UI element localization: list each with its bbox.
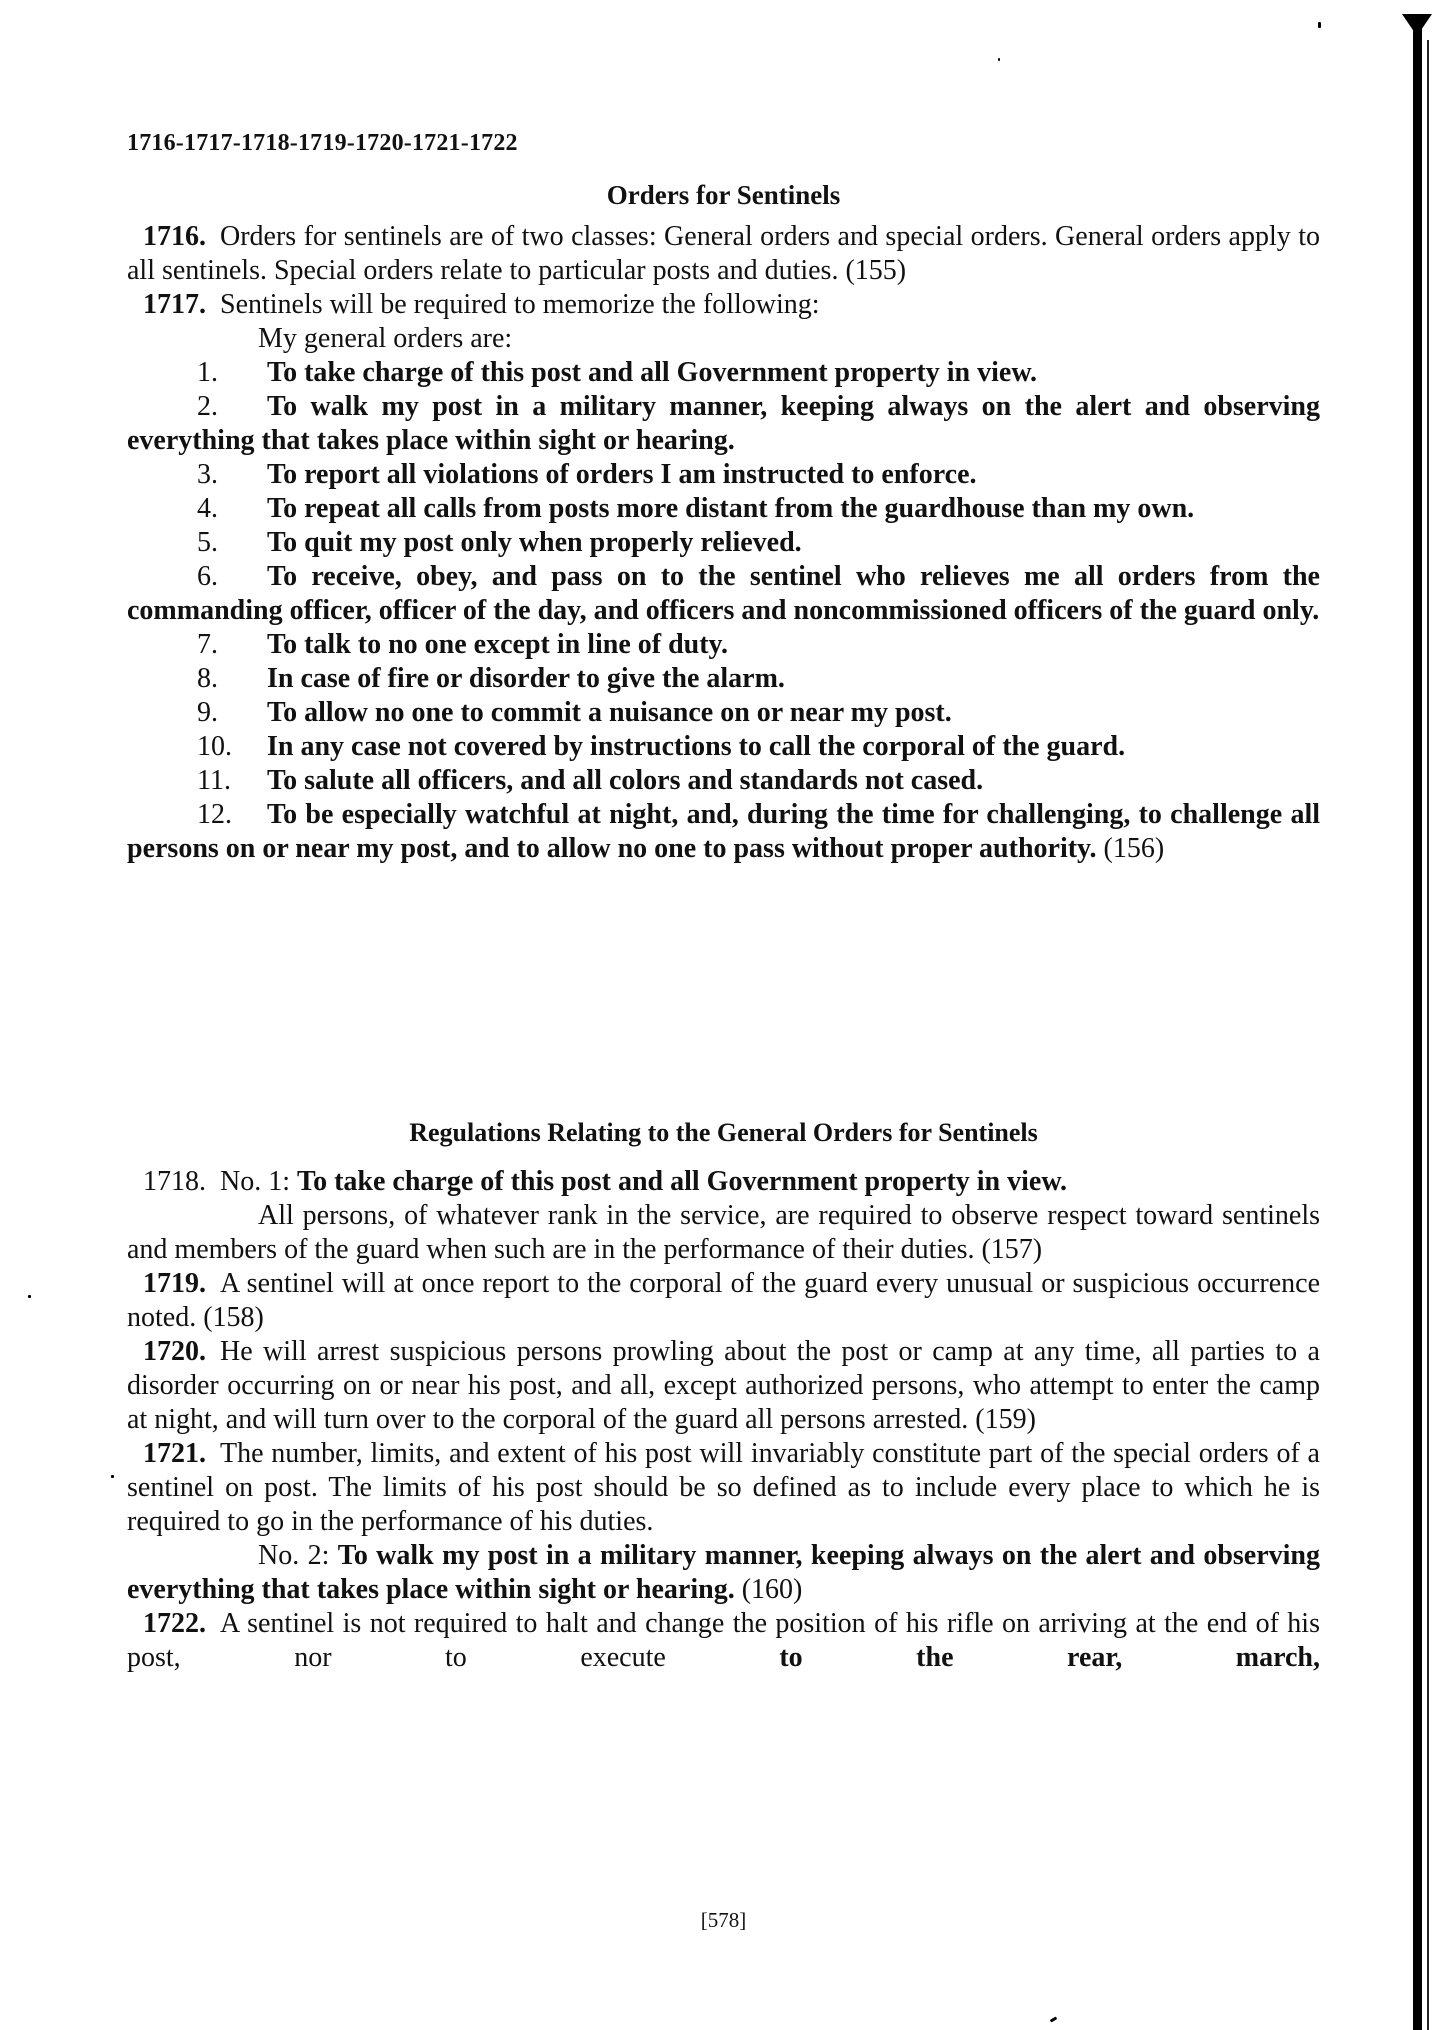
general-order-item [127,696,1320,730]
order-lead: No. 2: [258,1540,330,1571]
regulations-section-body [127,1165,1320,1675]
item-text: To receive, obey, and pass on to the sentinel who relieves me all orders from the commanding officer, officer of the day, and officers and noncommissioned officers of the guard only. [127,561,1320,626]
item-text: To walk my post in a military manner, keeping always on the alert and observing everything that takes place within sight or hearing. [127,391,1320,456]
item-number: 4. [197,493,218,524]
general-order-item [127,390,1320,458]
scan-speck [1318,22,1321,28]
paragraph-number: 1720. [143,1336,206,1367]
command-text: to the rear, march, [779,1642,1320,1673]
item-number: 7. [197,629,218,660]
item-number: 12. [197,799,232,830]
paragraph-text: The number, limits, and extent of his post will invariably constitute part of the special orders of a sentinel on post. The limits of his post should be so defined as to include every place to which he is required to go in the performance of his duties. [127,1438,1320,1537]
item-text: To repeat all calls from posts more distant from the guardhouse than my own. [267,493,1195,524]
item-number: 1. [197,357,218,388]
paragraph-1720 [127,1335,1320,1437]
paragraph-text: A sentinel will at once report to the corporal of the guard every unusual or suspicious occurrence noted. (158) [127,1268,1320,1333]
general-order-item [127,628,1320,662]
item-text: To salute all officers, and all colors and standards not cased. [267,765,984,796]
paragraph-1719 [127,1267,1320,1335]
paragraph-number: 1721. [143,1438,206,1469]
item-number: 8. [197,663,218,694]
paragraph-number: 1722. [143,1608,206,1639]
general-order-item [127,764,1320,798]
item-text: To take charge of this post and all Government property in view. [267,357,1038,388]
general-order-item [127,356,1320,390]
item-text: To report all violations of orders I am instructed to enforce. [267,459,977,490]
section-title-regulations: Regulations Relating to the General Orders for Sentinels [409,1118,1038,1147]
item-text: In case of fire or disorder to give the alarm. [267,663,785,694]
item-number: 10. [197,731,232,762]
item-text: In any case not covered by instructions to call the corporal of the guard. [267,731,1126,762]
item-text: To quit my post only when properly relieved. [267,527,802,558]
general-order-item [127,526,1320,560]
paragraph-number: 1718. [143,1166,206,1197]
paragraph-text: Orders for sentinels are of two classes: General orders and special orders. General orders apply to all sentinels. Special orders relate to particular posts and duties. (155) [127,221,1320,286]
item-text: To be especially watchful at night, and, during the time for challenging, to challenge all persons on or near my post, and to allow no one to pass without proper authority. [127,799,1320,864]
scan-speck [1050,2016,1058,2022]
general-order-item [127,730,1320,764]
scan-speck [998,58,1000,61]
general-order-item [127,492,1320,526]
scan-speck [28,1295,31,1298]
paragraph-text: Sentinels will be required to memorize the following: [220,289,820,320]
paragraph-1718 [127,1165,1320,1199]
general-order-item [127,560,1320,628]
paragraph-text: He will arrest suspicious persons prowling about the post or camp at any time, all parties to a disorder occurring on or near his post, and all, except authorized persons, who attempt to enter the camp at night, and will turn over to the corporal of the guard all persons arrested. (159) [127,1336,1320,1435]
running-head: 1716-1717-1718-1719-1720-1721-1722 [127,130,518,156]
scan-speck [111,1475,114,1478]
general-order-item [127,458,1320,492]
item-reference: (156) [1103,833,1165,864]
item-text: To talk to no one except in line of duty. [267,629,729,660]
item-number: 11. [197,765,231,796]
paragraph-number: 1717. [143,289,206,320]
page-edge-bar [1413,22,1422,2030]
paragraph-number: 1716. [143,221,206,252]
general-order-item [127,662,1320,696]
item-number: 9. [197,697,218,728]
paragraph-number: 1719. [143,1268,206,1299]
item-number: 3. [197,459,218,490]
item-number: 5. [197,527,218,558]
general-orders-list [127,356,1320,866]
page-edge-line [1427,40,1429,2030]
item-text: To allow no one to commit a nuisance on or near my post. [267,697,952,728]
page-number: [578] [700,1908,747,1932]
paragraph-order-2 [127,1539,1320,1607]
section-title-orders: Orders for Sentinels [606,180,841,210]
order-lead: No. 1: [220,1166,290,1197]
order-heading: To take charge of this post and all Government property in view. [297,1166,1068,1197]
paragraph-text: A sentinel is not required to halt and change the position of his rifle on arriving at the end of his post, nor to execute [127,1608,1320,1673]
general-order-item [127,798,1320,866]
paragraph-1716 [127,220,1320,288]
item-number: 2. [197,391,218,422]
orders-section-body [127,220,1320,866]
order-reference: (160) [741,1574,803,1605]
paragraph-1717 [127,288,1320,322]
paragraph-1722 [127,1607,1320,1675]
paragraph-1718-body: All persons, of whatever rank in the service, are required to observe respect toward sentinels and members of the guard when such are in the performance of their duties. (157) [127,1200,1320,1265]
order-heading: To walk my post in a military manner, keeping always on the alert and observing everything that takes place within sight or hearing. [127,1540,1320,1605]
item-number: 6. [197,561,218,592]
general-orders-intro: My general orders are: [258,323,513,354]
paragraph-1721 [127,1437,1320,1539]
